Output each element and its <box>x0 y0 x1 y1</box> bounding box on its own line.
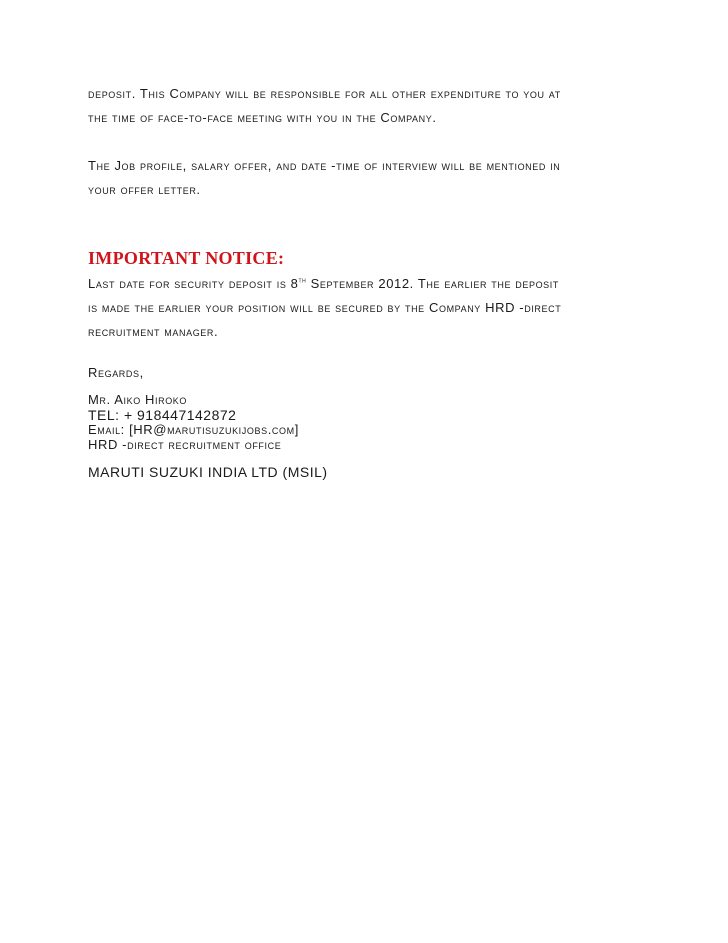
expenditure-line-2: the time of face-to-face meeting with you in the Company. <box>88 110 437 125</box>
notice-paragraph <box>88 272 648 344</box>
regards-text: Regards, <box>88 365 144 380</box>
notice-line-2: is made the earlier your position will be secured by the Company HRD -direct <box>88 300 562 315</box>
important-notice-heading: IMPORTANT NOTICE: <box>88 248 285 268</box>
signatory-name: Mr. Aiko Hiroko <box>88 392 188 407</box>
notice-line-1-start: Last date for security deposit is 8 <box>88 276 299 291</box>
notice-line-1-end: September 2012. The earlier the deposit <box>306 276 559 291</box>
job-profile-line-2: your offer letter. <box>88 182 201 197</box>
office-name: HRD -direct recruitment office <box>88 437 282 452</box>
telephone-number: TEL: + 918447142872 <box>88 407 237 423</box>
company-name: MARUTI SUZUKI INDIA LTD (MSIL) <box>88 464 328 480</box>
expenditure-paragraph <box>88 82 648 130</box>
notice-line-3: recruitment manager. <box>88 324 219 339</box>
notice-line-1 <box>88 272 648 296</box>
ordinal-suffix: th <box>298 277 307 285</box>
job-profile-line-1: The Job profile, salary offer, and date -time of interview will be mentioned in <box>88 158 561 173</box>
job-profile-paragraph <box>88 154 648 202</box>
expenditure-line-1: deposit. This Company will be responsible for all other expenditure to you at <box>88 86 561 101</box>
email-address: Email: [HR@marutisuzukijobs.com] <box>88 422 299 437</box>
